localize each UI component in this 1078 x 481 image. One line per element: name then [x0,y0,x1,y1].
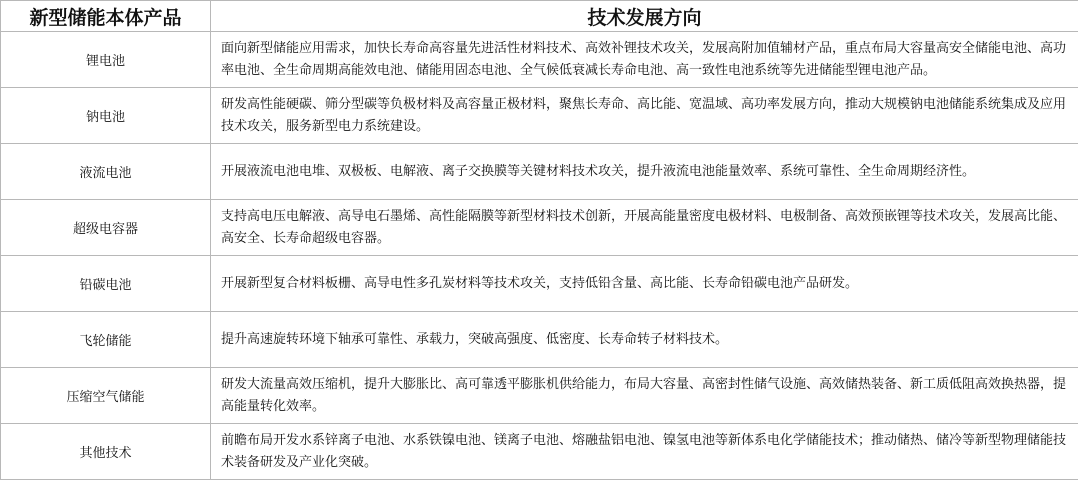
table-row [1,144,1078,200]
table-row [1,424,1078,480]
product-name: 飞轮储能 [1,312,211,368]
product-name: 铅碳电池 [1,256,211,312]
table-row [1,32,1078,88]
table-row [1,368,1078,424]
product-name: 锂电池 [1,32,211,88]
table-row [1,88,1078,144]
direction-text: 开展新型复合材料板栅、高导电性多孔炭材料等技术攻关，支持低铅含量、高比能、长寿命铅碳电池产品研发。 [211,256,1078,312]
product-name: 压缩空气储能 [1,368,211,424]
direction-text: 提升高速旋转环境下轴承可靠性、承载力，突破高强度、低密度、长寿命转子材料技术。 [211,312,1078,368]
product-name: 其他技术 [1,424,211,480]
direction-text: 开展液流电池电堆、双极板、电解液、离子交换膜等关键材料技术攻关，提升液流电池能量效率、系统可靠性、全生命周期经济性。 [211,144,1078,200]
product-name: 超级电容器 [1,200,211,256]
direction-text: 前瞻布局开发水系锌离子电池、水系铁镍电池、镁离子电池、熔融盐铝电池、镍氢电池等新体系电化学储能技术；推动储热、储冷等新型物理储能技术装备研发及产业化突破。 [211,424,1078,480]
product-name: 钠电池 [1,88,211,144]
product-name: 液流电池 [1,144,211,200]
direction-text: 研发大流量高效压缩机，提升大膨胀比、高可靠透平膨胀机供给能力，布局大容量、高密封性储气设施、高效储热装备、新工质低阻高效换热器，提高能量转化效率。 [211,368,1078,424]
direction-text: 面向新型储能应用需求，加快长寿命高容量先进活性材料技术、高效补锂技术攻关，发展高附加值辅材产品，重点布局大容量高安全储能电池、高功率电池、全生命周期高能效电池、储能用固态电池、全气候低衰减长寿命电池、高一致性电池系统等先进储能型锂电池产品。 [211,32,1078,88]
header-product: 新型储能本体产品 [1,1,211,32]
header-direction: 技术发展方向 [211,1,1078,32]
direction-text: 研发高性能硬碳、筛分型碳等负极材料及高容量正极材料，聚焦长寿命、高比能、宽温域、高功率发展方向，推动大规模钠电池储能系统集成及应用技术攻关，服务新型电力系统建设。 [211,88,1078,144]
table-row [1,200,1078,256]
direction-text: 支持高电压电解液、高导电石墨烯、高性能隔膜等新型材料技术创新，开展高能量密度电极材料、电极制备、高效预嵌锂等技术攻关，发展高比能、高安全、长寿命超级电容器。 [211,200,1078,256]
table-row [1,256,1078,312]
header-row [1,1,1078,32]
table-row [1,312,1078,368]
